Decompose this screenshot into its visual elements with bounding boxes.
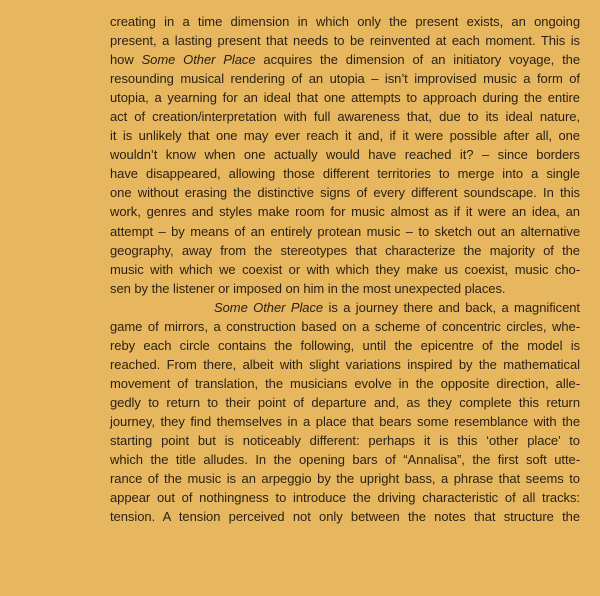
text-line <box>110 12 580 31</box>
italic-title-text: Some Other Place <box>214 299 324 315</box>
text-run: acquires the dimension of an initiatory voyage, the <box>255 52 581 68</box>
text-run: utopia, a yearning for an ideal that one attempts to approach during the entire <box>110 90 580 106</box>
text-run: attempt – by means of an entirely protean music – to sketch out an alternative <box>110 223 580 239</box>
text-run: game of mirrors, a construction based on a scheme of concentric circles, whe- <box>110 318 580 334</box>
text-run: reached. From there, albeit with slight variations inspired by the mathematical <box>110 356 580 372</box>
text-run: appear out of nothingness to introduce the driving characteristic of all tracks: <box>110 490 580 506</box>
text-run: one without erasing the distinctive signs of every different soundscape. In this <box>110 185 580 201</box>
text-run: is a journey there and back, a magnificent <box>323 299 580 315</box>
text-line <box>110 450 580 469</box>
text-run: reby each circle contains the following, until the epicentre of the model is <box>110 337 580 353</box>
text-run: rance of the music is an arpeggio by the upright bass, a phrase that seems to <box>110 471 580 487</box>
text-line <box>110 507 580 526</box>
text-line <box>110 336 580 355</box>
italic-title-text: Some Other Place <box>141 52 256 68</box>
text-line <box>110 31 580 50</box>
text-run: geography, away from the stereotypes that characterize the majority of the <box>110 242 580 258</box>
text-line <box>110 164 580 183</box>
text-line <box>110 469 580 488</box>
text-line <box>110 202 580 221</box>
text-line <box>110 222 580 241</box>
text-line <box>110 279 580 298</box>
text-run: journey, they find themselves in a place that bears some resemblance with the <box>110 413 580 429</box>
text-run: which the title alludes. In the opening bars of “Annalisa”, the first soft utte- <box>110 452 580 468</box>
text-run: wouldn’t know when one actually would have reached it? – since borders <box>110 147 580 163</box>
text-line <box>110 355 580 374</box>
text-run: present, a lasting present that needs to be reinvented at each moment. This is <box>110 33 580 49</box>
text-line <box>110 126 580 145</box>
text-run: how <box>110 52 142 68</box>
text-line <box>110 431 580 450</box>
text-run: act of creation/interpretation with full awareness that, due to its ideal nature, <box>110 109 580 125</box>
text-run: resounding musical rendering of an utopia – isn’t improvised music a form of <box>110 71 580 87</box>
text-line <box>110 260 580 279</box>
text-run: gedly to return to their point of departure and, as they complete this return <box>110 394 580 410</box>
text-line <box>110 69 580 88</box>
text-run: it is unlikely that one may ever reach it and, if it were possible after all, one <box>110 128 580 144</box>
text-line <box>110 412 580 431</box>
text-run: sen by the listener or imposed on him in the most unexpected places. <box>110 280 506 296</box>
text-run: starting point but is noticeably different: perhaps it is this ‘other place’ to <box>110 433 580 449</box>
text-run: movement of translation, the musicians evolve in the opposite direction, alle- <box>110 375 580 391</box>
text-line <box>110 50 580 69</box>
text-line <box>110 488 580 507</box>
text-line <box>110 107 580 126</box>
text-line <box>110 374 580 393</box>
text-run: tension. A tension perceived not only between the notes that structure the <box>110 509 580 525</box>
text-run: creating in a time dimension in which only the present exists, an ongoing <box>110 14 580 29</box>
text-line <box>110 88 580 107</box>
text-run: have disappeared, allowing those different territories to merge into a single <box>110 166 580 182</box>
text-line <box>110 298 580 317</box>
text-line <box>110 145 580 164</box>
text-line <box>110 183 580 202</box>
body-text <box>110 12 580 526</box>
text-line <box>110 317 580 336</box>
text-line <box>110 241 580 260</box>
text-run: music with which we coexist or with which they make us coexist, music cho- <box>110 261 580 277</box>
text-run: work, genres and styles make room for music almost as if it were an idea, an <box>110 204 580 220</box>
text-line <box>110 393 580 412</box>
